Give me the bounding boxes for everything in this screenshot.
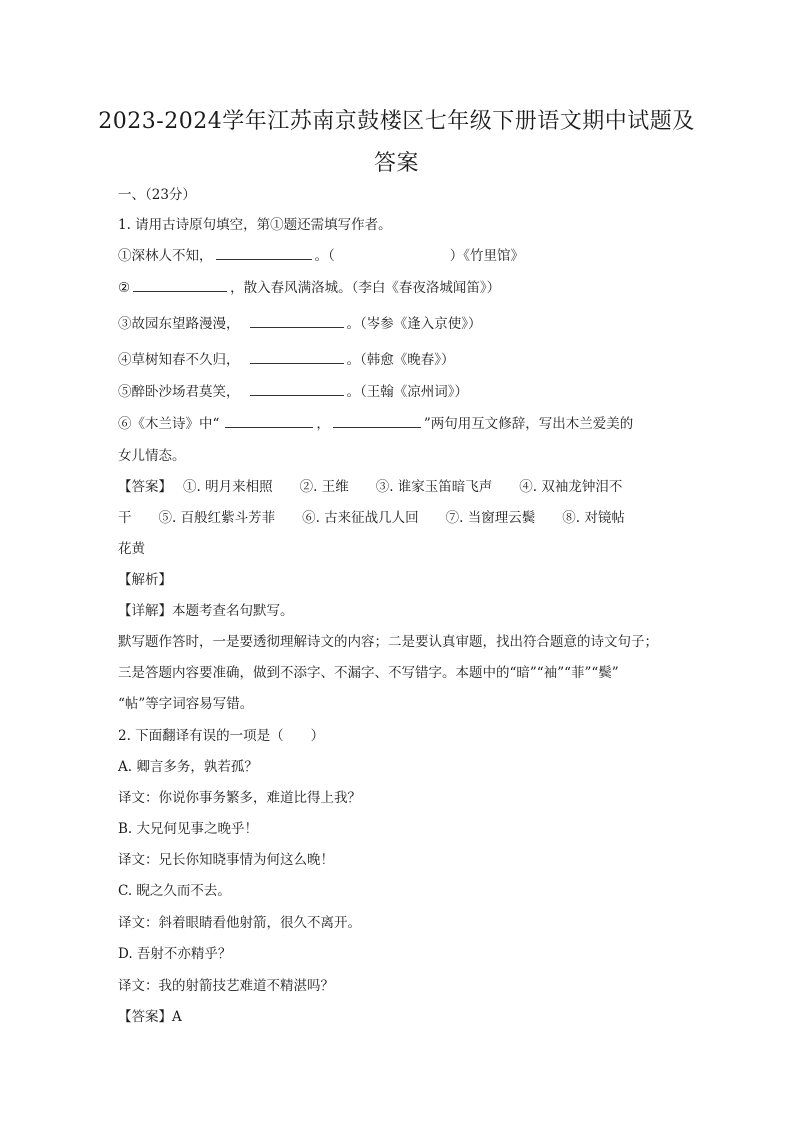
q1-item-6-middle: ， xyxy=(316,416,330,432)
q2-option-c: C. 睨之久而不去。 xyxy=(118,883,231,899)
q1-item-4 xyxy=(118,350,455,369)
q1-answer-line-3: 花黄 xyxy=(118,541,145,557)
q2-option-b-translation: 译文：兄长你知晓事情为何这么晚！ xyxy=(118,852,334,868)
q1-item-6-prefix: ⑥《木兰诗》中“ xyxy=(118,416,220,432)
q1-item-2-after-blank: ，散入春风满洛城。（李白《春夜洛城闻笛》） xyxy=(230,280,501,296)
fill-blank xyxy=(250,350,344,364)
q1-item-1-source: ）《竹里馆》 xyxy=(449,248,524,264)
q2-option-c-translation: 译文：斜着眼睛看他射箭，很久不离开。 xyxy=(118,915,361,931)
q2-option-a-translation: 译文：你说你事务繁多，难道比得上我？ xyxy=(118,790,361,806)
q2-option-b: B. 大兄何见事之晚乎！ xyxy=(118,821,259,837)
fill-blank xyxy=(216,246,312,260)
q1-detail: 【详解】本题考查名句默写。 xyxy=(118,603,294,619)
question-1-prompt: 1. 请用古诗原句填空，第①题还需填写作者。 xyxy=(118,217,392,233)
fill-blank xyxy=(250,314,344,328)
q1-item-1-prefix: ①深林人不知， xyxy=(118,248,213,264)
q1-item-5-after-blank: 。（王翰《凉州词》） xyxy=(346,384,468,400)
q1-item-1 xyxy=(118,246,524,265)
q1-item-3 xyxy=(118,314,482,333)
q1-analysis-label: 【解析】 xyxy=(118,572,172,588)
q2-option-d: D. 吾射不亦精乎？ xyxy=(118,946,232,962)
fill-blank xyxy=(225,414,313,428)
page-title-line1: 2023-2024学年江苏南京鼓楼区七年级下册语文期中试题及 xyxy=(98,109,695,134)
q1-item-3-prefix: ③故园东望路漫漫， xyxy=(118,316,240,332)
q1-item-2 xyxy=(118,278,500,297)
q1-answer-line-1: 【答案】 ①. 明月来相照 ②. 王维 ③. 谁家玉笛暗飞声 ④. 双袖龙钟泪不 xyxy=(118,479,623,495)
fill-blank xyxy=(250,382,344,396)
q1-explanation-line-1: 默写题作答时，一是要透彻理解诗文的内容；二是要认真审题，找出符合题意的诗文句子； xyxy=(118,634,658,650)
fill-blank xyxy=(133,278,227,292)
q1-item-5-prefix: ⑤醉卧沙场君莫笑， xyxy=(118,384,240,400)
q1-item-6 xyxy=(118,414,633,433)
section-heading: 一、（23分） xyxy=(118,187,196,203)
question-2-prompt: 2. 下面翻译有误的一项是（ ） xyxy=(118,728,325,744)
q2-option-d-translation: 译文：我的射箭技艺难道不精湛吗？ xyxy=(118,978,334,994)
q1-item-1-after-blank: 。（ xyxy=(314,248,335,264)
fill-blank xyxy=(333,414,421,428)
q2-answer: 【答案】A xyxy=(118,1009,182,1025)
q1-explanation-line-2: 三是答题内容要准确，做到不添字、不漏字、不写错字。本题中的“暗”“袖”“菲”“鬓” xyxy=(118,665,619,681)
q2-option-a: A. 卿言多务，孰若孤？ xyxy=(118,759,258,775)
q1-answer-line-2: 干 ⑤. 百般红紫斗芳菲 ⑥. 古来征战几人回 ⑦. 当窗理云鬓 ⑧. 对镜帖 xyxy=(118,510,625,526)
q1-item-4-after-blank: 。（韩愈《晚春》） xyxy=(346,352,455,368)
q1-item-6-after-blank: ”两句用互文修辞，写出木兰爱美的 xyxy=(423,416,634,432)
q1-item-3-after-blank: 。（岑参《逢入京使》） xyxy=(346,316,482,332)
q1-item-2-prefix: ② xyxy=(118,280,131,296)
q1-explanation-line-3: “帖”等字词容易写错。 xyxy=(118,696,254,712)
q1-item-6-continuation: 女儿情态。 xyxy=(118,448,186,464)
q1-item-4-prefix: ④草树知春不久归， xyxy=(118,352,240,368)
page-title-line2: 答案 xyxy=(373,151,419,176)
q1-item-5 xyxy=(118,382,468,401)
